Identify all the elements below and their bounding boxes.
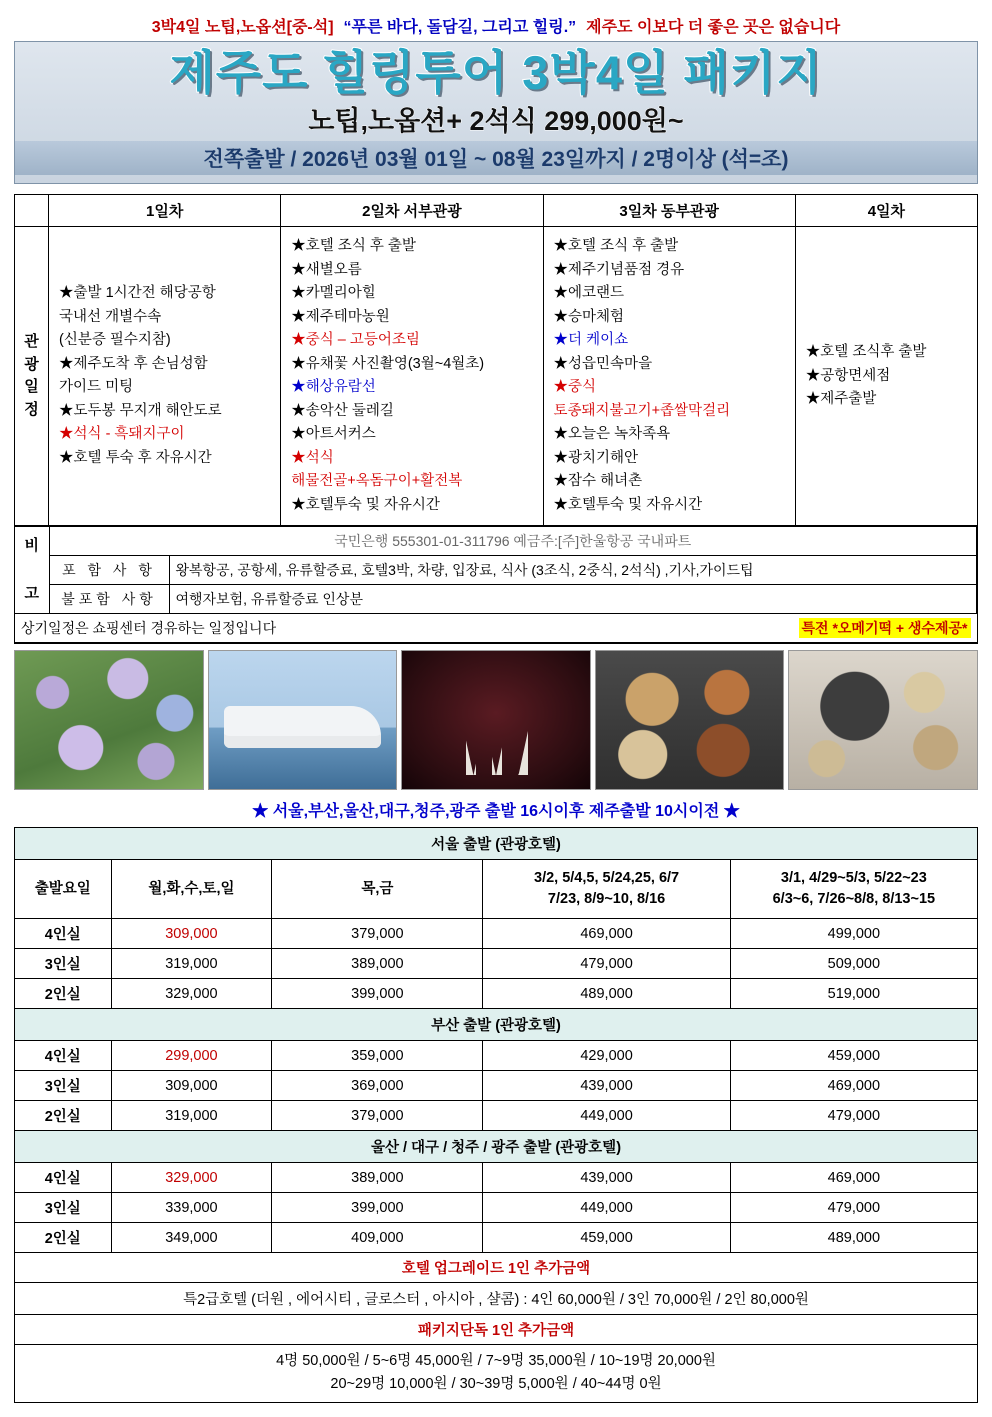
- top-headline-middle: “푸른 바다, 돌담길, 그리고 힐링.”: [343, 19, 577, 36]
- price-cell: 309,000: [111, 919, 272, 949]
- itinerary-item: 국내선 개별수속: [59, 308, 162, 325]
- price-cell: 489,000: [483, 979, 730, 1009]
- itinerary-item: (신분증 필수지참): [59, 332, 171, 349]
- itinerary-item: ★카멜리아힐: [291, 285, 376, 302]
- price-row-label: 2인실: [15, 1223, 112, 1253]
- photo-strip: [14, 650, 978, 790]
- itinerary-item: ★호텔투숙 및 자유시간: [291, 496, 440, 513]
- itinerary-item: ★호텔 조식 후 출발: [291, 238, 416, 255]
- price-row-label: 4인실: [15, 919, 112, 949]
- itinerary-item: ★출발 1시간전 해당공항: [59, 285, 216, 302]
- price-column-header-line: 3/1, 4/29~5/3, 5/22~23: [780, 870, 927, 887]
- bank-row: [15, 527, 977, 556]
- special-highlight: 특전 *오메기떡 + 생수제공*: [799, 618, 971, 638]
- price-cell: 389,000: [272, 1163, 483, 1193]
- itinerary-item: ★제주기념품점 경유: [553, 261, 685, 278]
- itinerary-item: ★중식: [553, 379, 597, 396]
- top-headline: [14, 8, 978, 41]
- price-cell: 509,000: [730, 949, 977, 979]
- price-column-header-line: 목,금: [361, 880, 394, 897]
- include-row: [15, 556, 977, 585]
- price-cell: 409,000: [272, 1223, 483, 1253]
- price-cell: 329,000: [111, 1163, 272, 1193]
- bank-info: 국민은행 555301-01-311796 예금주:[주]한울항공 국내파트: [49, 527, 977, 556]
- day-header-1: 1일차: [49, 195, 281, 227]
- itinerary-item: ★석식 - 흑돼지구이: [59, 426, 185, 443]
- remarks-label: [15, 527, 49, 614]
- price-row-label: 3인실: [15, 949, 112, 979]
- itinerary-item: ★중식 – 고등어조림: [291, 332, 420, 349]
- price-section-header: [15, 828, 978, 860]
- price-row: [15, 1041, 978, 1071]
- price-row-label: 4인실: [15, 1163, 112, 1193]
- price-section-header: [15, 1131, 978, 1163]
- day4-cell: [795, 227, 977, 526]
- banner-title: 제주도 힐링투어 3박4일 패키지: [169, 46, 823, 99]
- hotel-upgrade-detail: 특2급호텔 (더원 , 에어시티 , 글로스터 , 아시아 , 샬콤) : 4인 60,000원 / 3인 70,000원 / 2인 80,000원: [15, 1283, 978, 1315]
- price-row: [15, 949, 978, 979]
- price-cell: 349,000: [111, 1223, 272, 1253]
- top-headline-left: 3박4일 노팁,노옵션[중-석]: [151, 19, 334, 36]
- price-cell: 439,000: [483, 1163, 730, 1193]
- price-column-header: [730, 860, 977, 919]
- remarks-label-text: 비 고: [24, 537, 39, 603]
- itinerary-item: 해물전골+옥돔구이+활전복: [291, 473, 463, 490]
- banner-period: 전쪽출발 / 2026년 03월 01일 ~ 08월 23일까지 / 2명이상 (석=조): [15, 141, 977, 175]
- price-cell: 319,000: [111, 949, 272, 979]
- price-section-title: 서울 출발 (관광호텔): [15, 828, 978, 860]
- note-text: 상기일정은 쇼핑센터 경유하는 일정입니다: [21, 620, 277, 637]
- price-row-label: 3인실: [15, 1071, 112, 1101]
- itinerary-item: ★제주테마농원: [291, 308, 390, 325]
- day3-cell: [543, 227, 795, 526]
- price-row-label: 2인실: [15, 979, 112, 1009]
- price-row: [15, 1223, 978, 1253]
- itinerary-item: ★석식: [291, 449, 334, 466]
- itinerary-item: ★호텔투숙 및 자유시간: [553, 496, 703, 513]
- day2-cell: [281, 227, 543, 526]
- price-column-header: [15, 860, 112, 919]
- itinerary-item: ★제주출발: [805, 390, 877, 407]
- price-cell: 299,000: [111, 1041, 272, 1071]
- itinerary-item: ★에코랜드: [553, 285, 625, 302]
- itinerary-item: ★잠수 해녀촌: [553, 473, 643, 490]
- itinerary-item: ★호텔 조식후 출발: [805, 344, 927, 361]
- price-row: [15, 1101, 978, 1131]
- price-cell: 439,000: [483, 1071, 730, 1101]
- price-table: [14, 827, 978, 1402]
- itinerary-item: ★아트서커스: [291, 426, 376, 443]
- departure-note: ★ 서울,부산,울산,대구,청주,광주 출발 16시이후 제주출발 10시이전 ★: [252, 803, 740, 821]
- price-row-label: 2인실: [15, 1101, 112, 1131]
- day-header-4: 4일차: [795, 195, 977, 227]
- itinerary-item: ★오늘은 녹차족욕: [553, 426, 671, 443]
- banner-subtitle: 노팁,노옵션+ 2석식 299,000원~: [308, 106, 684, 137]
- price-cell: 389,000: [272, 949, 483, 979]
- top-headline-right: 제주도 이보다 더 좋은 곳은 없습니다: [586, 19, 841, 36]
- price-section-title: 울산 / 대구 / 청주 / 광주 출발 (관광호텔): [15, 1131, 978, 1163]
- seafood-table-photo: [788, 650, 978, 790]
- exclude-row: [15, 585, 977, 614]
- price-cell: 359,000: [272, 1041, 483, 1071]
- package-surcharge-line: 20~29명 10,000원 / 30~39명 5,000원 / 40~44명 0원: [330, 1376, 662, 1393]
- cruise-ship-photo: [208, 650, 398, 790]
- itinerary-item: ★새별오름: [291, 261, 362, 278]
- price-column-header-line: 출발요일: [34, 880, 91, 897]
- itinerary-row-label-text: 관 광 일 정: [24, 333, 39, 418]
- itinerary-item: ★호텔 투숙 후 자유시간: [59, 449, 212, 466]
- price-cell: 469,000: [730, 1071, 977, 1101]
- package-surcharge-title-row: [15, 1315, 978, 1345]
- itinerary-corner: [15, 195, 49, 227]
- price-column-header: [272, 860, 483, 919]
- price-cell: 399,000: [272, 1193, 483, 1223]
- package-surcharge-detail-row: [15, 1345, 978, 1402]
- price-cell: 339,000: [111, 1193, 272, 1223]
- day-header-2: 2일차 서부관광: [281, 195, 543, 227]
- exclude-value: 여행자보험, 유류할증료 인상분: [169, 585, 977, 614]
- include-value: 왕복항공, 공항세, 유류할증료, 호텔3박, 차량, 입장료, 식사 (3조식, 2중식, 2석식) ,기사,가이드팁: [169, 556, 977, 585]
- itinerary-item: ★공항면세점: [805, 367, 891, 384]
- stage-show-photo: [401, 650, 591, 790]
- price-section-title: 부산 출발 (관광호텔): [15, 1009, 978, 1041]
- price-row-label: 4인실: [15, 1041, 112, 1071]
- price-cell: 379,000: [272, 1101, 483, 1131]
- price-cell: 429,000: [483, 1041, 730, 1071]
- itinerary-header-row: [15, 195, 978, 227]
- price-column-header-line: 3/2, 5/4,5, 5/24,25, 6/7: [534, 870, 680, 887]
- price-column-header-line: 6/3~6, 7/26~8/8, 8/13~15: [772, 891, 936, 908]
- itinerary-row-label: [15, 227, 49, 526]
- main-banner: [14, 41, 978, 184]
- remarks-table: [15, 526, 977, 643]
- price-row: [15, 919, 978, 949]
- note-row: [15, 614, 977, 643]
- price-row: [15, 1163, 978, 1193]
- exclude-label: 불포함 사항: [49, 585, 169, 614]
- price-cell: 469,000: [730, 1163, 977, 1193]
- price-cell: 479,000: [730, 1193, 977, 1223]
- itinerary-item: ★호텔 조식 후 출발: [553, 238, 679, 255]
- price-cell: 379,000: [272, 919, 483, 949]
- package-surcharge-detail: [15, 1345, 978, 1402]
- price-cell: 499,000: [730, 919, 977, 949]
- itinerary-item: ★제주도착 후 손님성함: [59, 355, 208, 372]
- itinerary-item: 가이드 미팅: [59, 379, 134, 396]
- itinerary-item: ★성읍민속마을: [553, 355, 653, 372]
- package-surcharge-title: 패키지단독 1인 추가금액: [15, 1315, 978, 1345]
- price-row-label: 3인실: [15, 1193, 112, 1223]
- package-surcharge-line: 4명 50,000원 / 5~6명 45,000원 / 7~9명 35,000원 / 10~19명 20,000원: [276, 1353, 716, 1370]
- itinerary-table: [14, 194, 978, 526]
- price-column-header: [111, 860, 272, 919]
- price-section-header: [15, 1009, 978, 1041]
- bbq-table-photo: [595, 650, 785, 790]
- itinerary-item: ★송악산 둘레길: [291, 402, 394, 419]
- price-row: [15, 1071, 978, 1101]
- price-cell: 449,000: [483, 1193, 730, 1223]
- price-column-header-line: 7/23, 8/9~10, 8/16: [547, 891, 666, 908]
- price-cell: 459,000: [730, 1041, 977, 1071]
- price-cell: 449,000: [483, 1101, 730, 1131]
- price-cell: 369,000: [272, 1071, 483, 1101]
- price-cell: 489,000: [730, 1223, 977, 1253]
- itinerary-item: ★더 케이쇼: [553, 332, 629, 349]
- itinerary-item: 토종돼지불고기+좁쌀막걸리: [553, 402, 731, 419]
- day-header-3: 3일차 동부관광: [543, 195, 795, 227]
- hotel-upgrade-title-row: [15, 1253, 978, 1283]
- itinerary-item: ★도두봉 무지개 해안도로: [59, 402, 222, 419]
- price-cell: 469,000: [483, 919, 730, 949]
- price-column-header: [483, 860, 730, 919]
- hydrangea-path-photo: [14, 650, 204, 790]
- price-cell: 479,000: [483, 949, 730, 979]
- price-row: [15, 979, 978, 1009]
- price-cell: 459,000: [483, 1223, 730, 1253]
- price-column-header-row: [15, 860, 978, 919]
- itinerary-item: ★유채꽃 사진촬영(3월~4월초): [291, 355, 485, 372]
- itinerary-body-row: [15, 227, 978, 526]
- price-cell: 329,000: [111, 979, 272, 1009]
- remarks-block: [14, 526, 978, 644]
- itinerary-item: ★해상유람선: [291, 379, 376, 396]
- price-cell: 479,000: [730, 1101, 977, 1131]
- price-cell: 519,000: [730, 979, 977, 1009]
- note-cell: [15, 614, 977, 643]
- day1-cell: [49, 227, 281, 526]
- price-cell: 399,000: [272, 979, 483, 1009]
- itinerary-item: ★승마체험: [553, 308, 625, 325]
- hotel-upgrade-title: 호텔 업그레이드 1인 추가금액: [15, 1253, 978, 1283]
- price-cell: 319,000: [111, 1101, 272, 1131]
- price-cell: 309,000: [111, 1071, 272, 1101]
- price-row: [15, 1193, 978, 1223]
- price-column-header-line: 월,화,수,토,일: [148, 880, 235, 897]
- itinerary-item: ★광치기해안: [553, 449, 639, 466]
- include-label: 포 함 사 항: [49, 556, 169, 585]
- hotel-upgrade-detail-row: [15, 1283, 978, 1315]
